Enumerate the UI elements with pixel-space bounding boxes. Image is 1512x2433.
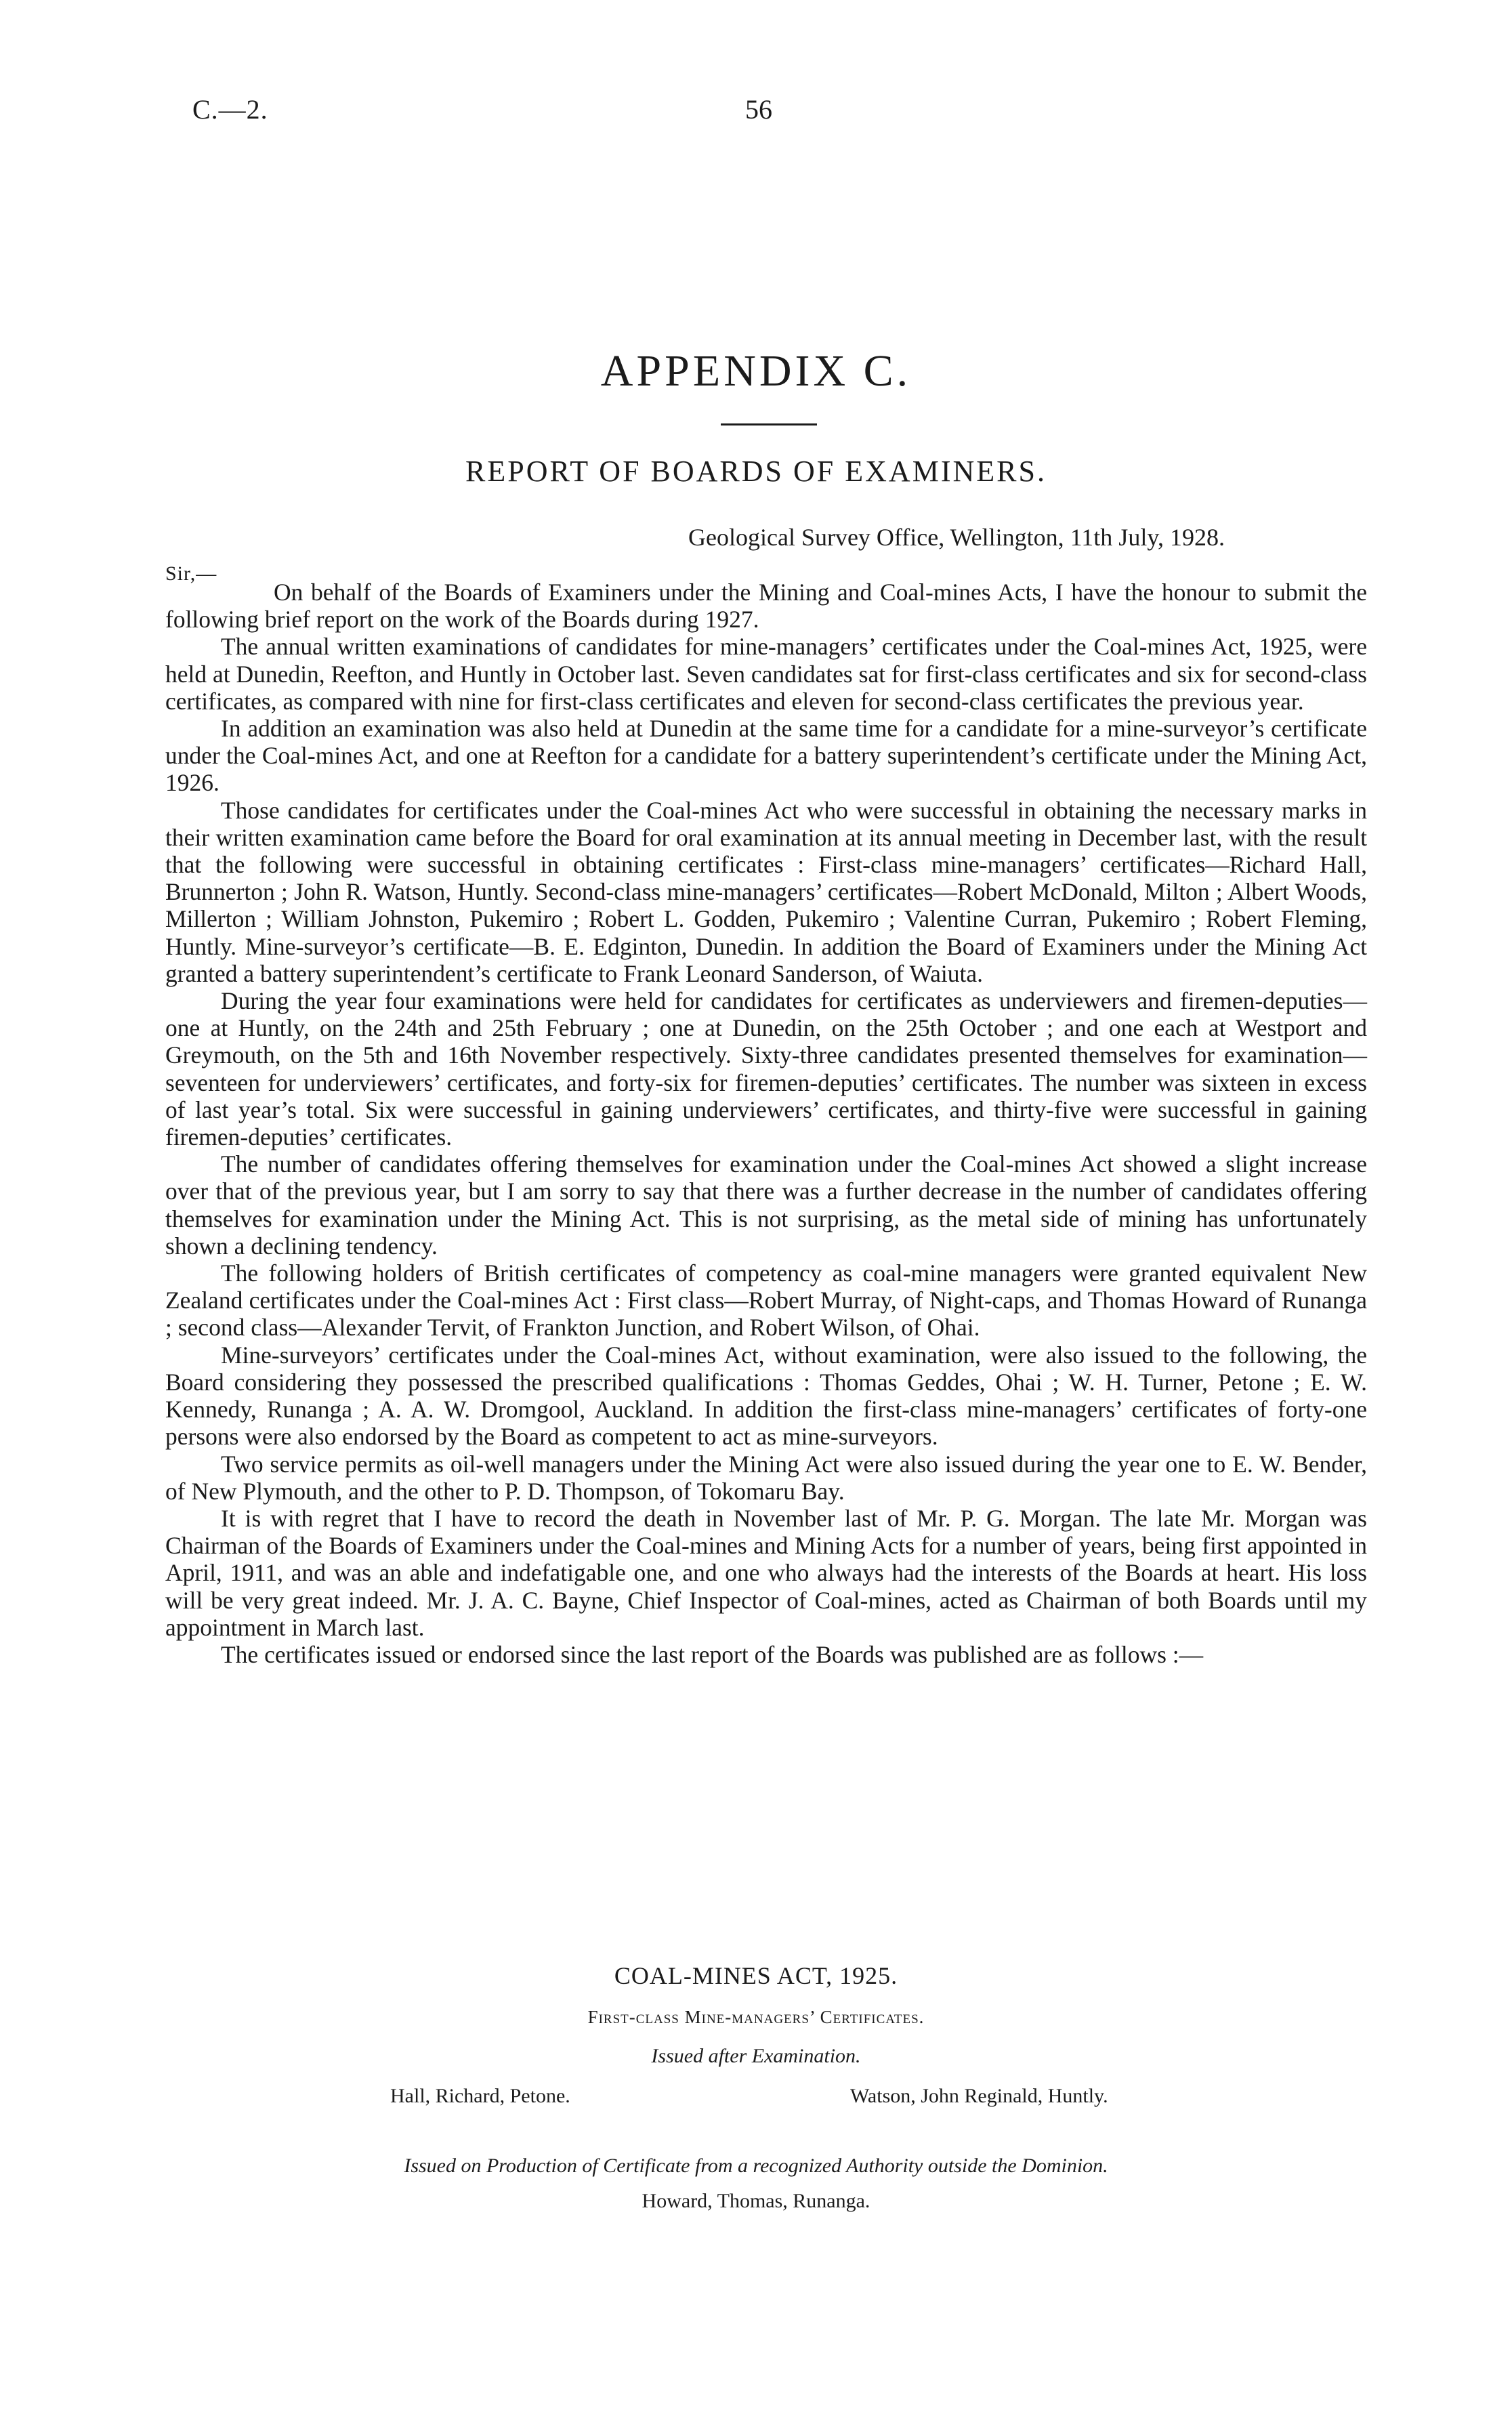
report-body [165,579,1367,1668]
paragraph: The certificates issued or endorsed since the last report of the Boards was published are as follows :— [221,1640,1204,1668]
issued-after-exam-heading: Issued after Examination. [651,2045,861,2067]
certificate-holder: Watson, John Reginald, Huntly. [850,2085,1108,2107]
certificate-holder: Howard, Thomas, Runanga. [642,2190,870,2212]
title-divider [721,423,817,425]
salutation: Sir,— [165,562,217,585]
issued-on-production-heading: Issued on Production of Certificate from a recognized Authority outside the Dominion. [404,2155,1108,2177]
certificate-holder: Hall, Richard, Petone. [390,2085,570,2107]
paragraph: On behalf of the Boards of Examiners under the Mining and Coal-mines Acts, I have the honour to submit the following brief report on the work of the Boards during 1927. [165,579,1367,633]
report-title: REPORT OF BOARDS OF EXAMINERS. [465,455,1047,488]
paragraph: During the year four examinations were held for candidates for certificates as underviewers and firemen-deputies—one at Huntly, on the 24th and 25th February ; one at Dunedin, on the 25th October ; and one each at Westport and Greymouth, on the 5th and 16th November respectively. Sixty-three candidates presented themselves for examination—seventeen for underviewers’ certificates, and forty-six for firemen-deputies’ certificates. The number was sixteen in excess of last year’s total. Six were successful in gaining underviewers’ certificates, and thirty-five were successful in gaining firemen-deputies’ certificates. [165,987,1367,1151]
paragraph: Mine-surveyors’ certificates under the Coal-mines Act, without examination, were also issued to the following, the Board considering they possessed the prescribed qualifications : Thomas Geddes, Ohai ; W. H. Turner, Petone ; E. W. Kennedy, Runanga ; A. A. W. Dromgool, Auckland. In addition the first-class mine-managers’ certificates of forty-one persons were also endorsed by the Board as competent to act as mine-surveyors. [165,1341,1367,1451]
paragraph: Those candidates for certificates under the Coal-mines Act who were successful in obtaining the necessary marks in their written examination came before the Board for oral examination at its annual meeting in December last, with the result that the following were successful in obtaining certificates : First-class mine-managers’ certificates—Richard Hall, Brunnerton ; John R. Watson, Huntly. Second-class mine-managers’ certificates—Robert McDonald, Milton ; Albert Woods, Millerton ; William Johnston, Pukemiro ; Robert L. Godden, Pukemiro ; Valentine Curran, Pukemiro ; Robert Fleming, Huntly. Mine-surveyor’s certificate—B. E. Edginton, Dunedin. In addition the Board of Examiners under the Mining Act granted a battery superintendent’s certificate to Frank Leonard Sanderson, of Waiuta. [165,796,1367,987]
section-title: COAL-MINES ACT, 1925. [614,1962,898,1989]
paragraph: It is with regret that I have to record the death in November last of Mr. P. G. Morgan. The late Mr. Morgan was Chairman of the Boards of Examiners under the Coal-mines and Mining Acts for a number of years, being first appointed in April, 1911, and was an able and indefatigable one, and one who always had the interests of the Boards at heart. His loss will be very great indeed. Mr. J. A. C. Bayne, Chief Inspector of Coal-mines, acted as Chairman of both Boards until my appointment in March last. [165,1504,1367,1641]
appendix-title: APPENDIX C. [600,346,912,396]
paragraph: The number of candidates offering themselves for examination under the Coal-mines Act showed a slight increase over that of the previous year, but I am sorry to say that there was a further decrease in the number of candidates offering themselves for examination under the Mining Act. This is not surprising, as the metal side of mining has unfortunately shown a declining tendency. [165,1150,1367,1260]
dateline: Geological Survey Office, Wellington, 11th July, 1928. [688,524,1225,551]
paragraph: Two service permits as oil-well managers under the Mining Act were also issued during the year one to E. W. Bender, of New Plymouth, and the other to P. D. Thompson, of Tokomaru Bay. [165,1450,1367,1505]
paragraph: In addition an examination was also held at Dunedin at the same time for a candidate for a mine-surveyor’s certificate under the Coal-mines Act, and one at Reefton for a candidate for a battery superintendent’s certificate under the Mining Act, 1926. [165,715,1367,797]
section-subtitle: First-class Mine-managers’ Certificates. [587,2007,925,2027]
paragraph: The annual written examinations of candidates for mine-managers’ certificates under the Coal-mines Act, 1925, were held at Dunedin, Reefton, and Huntly in October last. Seven candidates sat for first-class certificates and six for second-class certificates, as compared with nine for first-class certificates and eleven for second-class certificates the previous year. [165,633,1367,715]
paragraph: The following holders of British certificates of competency as coal-mine managers were granted equivalent New Zealand certificates under the Coal-mines Act : First class—Robert Murray, of Night-caps, and Thomas Howard of Runanga ; second class—Alexander Tervit, of Frankton Junction, and Robert Wilson, of Ohai. [165,1260,1367,1342]
page-number: 56 [745,94,772,125]
document-reference: C.—2. [192,94,268,125]
